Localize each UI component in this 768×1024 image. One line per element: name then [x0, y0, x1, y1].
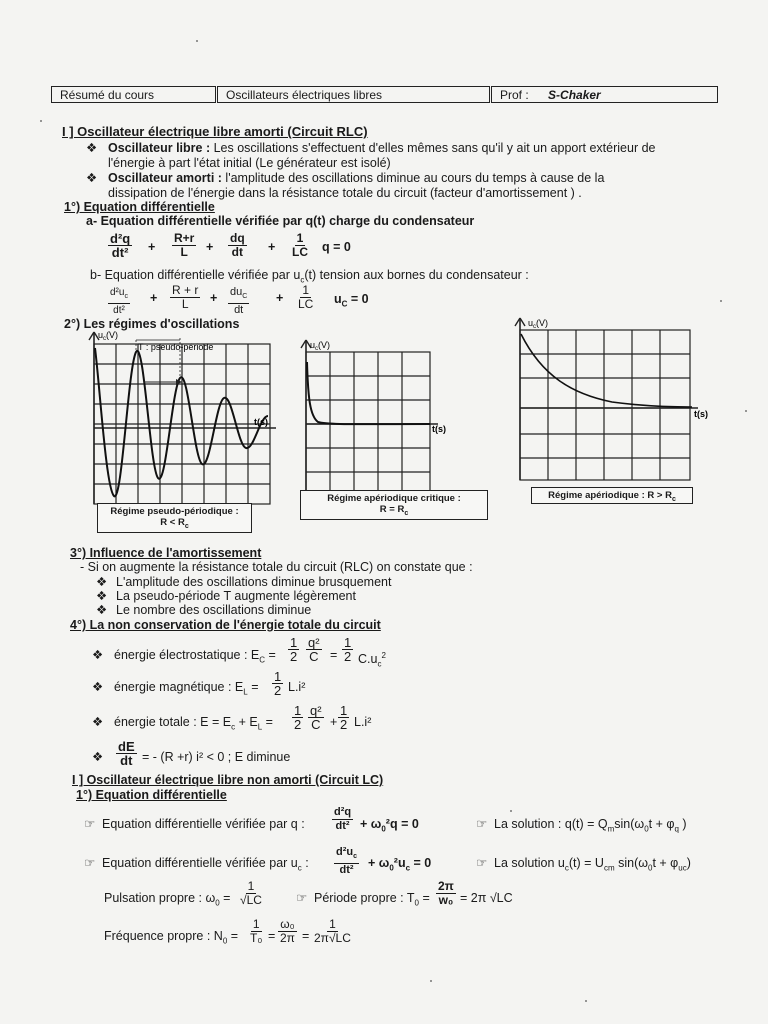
- frac-freq-1: $\frac{1}{\text{T₀}}$: [250, 917, 263, 945]
- energie-plus: +: [330, 715, 338, 729]
- curve-aperiodique-critique: [307, 362, 430, 424]
- graph-aperiodique: [512, 316, 716, 486]
- influence-item-1: L'amplitude des oscillations diminue brusquement: [116, 575, 392, 589]
- frac-one-half: $\frac{1}{2}$: [344, 635, 352, 664]
- caption-pseudo-periodique: Régime pseudo-périodique : $R < R_c$: [97, 503, 252, 533]
- section2-title: I ] Oscillateur électrique libre non amorti (Circuit LC): [72, 773, 384, 787]
- diamond-bullet-icon: ❖: [96, 603, 108, 617]
- frac-q2-c: $\frac{\text{q²}}{C}$: [308, 635, 320, 664]
- diamond-bullet-icon: ❖: [92, 715, 104, 729]
- frac-one-half: $\frac{1}{2}$: [340, 703, 348, 732]
- graph-ylabel: $u_c(V)$: [310, 340, 331, 352]
- libre-term: Oscillateur libre :: [108, 141, 211, 155]
- libre-text-1: Les oscillations s'effectuent d'elles mêmes sans qu'il y ait un apport extérieur de: [210, 141, 656, 155]
- energie-de-tail: = - (R +r) i² < 0 ; E diminue: [142, 750, 291, 764]
- eq-plus: +: [206, 240, 214, 254]
- frac-de-dt: $\frac{dE}{dt}$: [118, 739, 135, 768]
- pointing-hand-icon: ☞: [84, 856, 96, 870]
- scan-speck: [720, 300, 722, 302]
- libre-text-2: l'énergie à part l'état initial (Le générateur est isolé): [108, 156, 391, 170]
- influence-item-2: La pseudo-période T augmente légèrement: [116, 589, 356, 603]
- scan-speck: [40, 120, 42, 122]
- freq-label: Fréquence propre : $N_0$ =: [104, 929, 239, 946]
- freq-eq: =: [268, 929, 276, 943]
- eq-b-1-lc: $\frac{1}{LC}$: [298, 283, 314, 311]
- scan-speck: [430, 980, 432, 982]
- diamond-bullet-icon: ❖: [92, 680, 104, 694]
- section2-eq-title: 1°) Equation différentielle: [76, 788, 227, 802]
- frac-freq-2: $\frac{\text{ω₀}}{2\pi}$: [280, 917, 295, 945]
- frac-period: $\frac{2\pi}{\text{w₀}}$: [438, 879, 454, 907]
- amorti-term: Oscillateur amorti :: [108, 171, 222, 185]
- eq-a-rr-l: $\frac{R+r}{L}$: [174, 231, 195, 259]
- frac-freq-3: $\frac{1}{2\pi√LC}$: [314, 917, 351, 945]
- eqdiff-b-label: b- Equation différentielle vérifiée par $u_c(t)$ tension aux bornes du condensateur :: [90, 268, 529, 285]
- eq-plus: +: [148, 240, 156, 254]
- diamond-bullet-icon: ❖: [96, 575, 108, 589]
- q-eq-tail: + $\omega_0^2q = 0$: [360, 817, 419, 834]
- frac-one-half: $\frac{1}{2}$: [274, 669, 282, 698]
- diamond-bullet-icon: ❖: [86, 171, 98, 185]
- regimes-title: 2°) Les régimes d'oscillations: [64, 317, 240, 331]
- curve-aperiodique: [521, 334, 692, 407]
- frac-one-half: $\frac{1}{2}$: [290, 635, 298, 664]
- energie-elec-label: énergie électrostatique : $E_C$ =: [114, 648, 276, 665]
- period-label: T : pseudo-période: [138, 342, 214, 352]
- amorti-text-1: l'amplitude des oscillations diminue au cours du temps à cause de la: [221, 171, 605, 185]
- header-resume: Résumé du cours: [60, 88, 155, 102]
- eq-a-dq-dt: $\frac{dq}{dt}$: [230, 231, 245, 259]
- scan-speck: [510, 810, 512, 812]
- eqdiff-title: 1°) Equation différentielle: [64, 200, 215, 214]
- header-prof-label: Prof :: [500, 88, 529, 102]
- u-eq-tail: + $\omega_0^2u_c = 0$: [368, 856, 432, 873]
- u-eq-label: Equation différentielle vérifiée par $u_c$ :: [102, 856, 309, 873]
- caption-aperiodique: Régime apériodique : $R > R_c$: [531, 487, 693, 504]
- caption-aperiodique-critique: Régime apériodique critique : $R = R_c$: [300, 490, 488, 520]
- graph-xlabel: t(s): [432, 424, 446, 434]
- eq-b-rr-l: $\frac{R + r}{L}$: [172, 283, 199, 311]
- eq-b-end: $u_C = 0$: [334, 292, 369, 309]
- diamond-bullet-icon: ❖: [86, 141, 98, 155]
- frac-q2-c: $\frac{\text{q²}}{C}$: [310, 703, 322, 732]
- header-resume-box: [51, 86, 216, 103]
- diamond-bullet-icon: ❖: [92, 750, 104, 764]
- eq-a-d2q-dt2: $\frac{\text{d²q}}{\text{dt²}}$: [110, 231, 131, 260]
- eq-plus: +: [210, 291, 218, 305]
- energie-tot-label: énergie totale : $E = E_c + E_L$ =: [114, 715, 273, 732]
- scan-speck: [745, 410, 747, 412]
- eq-plus: +: [276, 291, 284, 305]
- energie-l-i2: L.i²: [354, 715, 372, 729]
- energie-l-i2: L.i²: [288, 680, 306, 694]
- libre-line-1: [108, 141, 656, 156]
- per-tail: = 2π √LC: [460, 891, 513, 905]
- eq-plus: +: [268, 240, 276, 254]
- q-eq-label: Equation différentielle vérifiée par q :: [102, 817, 305, 831]
- energie-c-uc2: $C.u_c^2$: [358, 651, 386, 669]
- frac-d2q-dt2: $\frac{\text{d²q}}{\text{dt²}}$: [334, 806, 352, 832]
- graph-pseudo-periodique: [86, 328, 282, 512]
- puls-label: Pulsation propre : $\omega_0$ =: [104, 891, 231, 908]
- header-prof-box: [491, 86, 718, 103]
- amorti-line-1: [108, 171, 604, 186]
- diamond-bullet-icon: ❖: [96, 589, 108, 603]
- scan-speck: [196, 40, 198, 42]
- u-sol: La solution $u_c(t) = U_{cm}$ $\sin(\omega_0t + \varphi_{uc})$: [494, 856, 691, 873]
- q-sol: La solution : $q(t) = Q_m\sin(\omega_0t + \varphi_q$ ): [494, 817, 687, 834]
- graph-ylabel: $u_c(V)$: [98, 330, 119, 342]
- pointing-hand-icon: ☞: [296, 891, 308, 905]
- header-prof-name: S-Chaker: [548, 88, 601, 102]
- eq-a-end: q = 0: [322, 240, 351, 254]
- graph-aperiodique-critique: [298, 338, 448, 498]
- per-label: Période propre : $T_0$ =: [314, 891, 430, 908]
- graph-xlabel: t(s): [254, 417, 268, 427]
- eqdiff-a-label: a- Equation différentielle vérifiée par q(t) charge du condensateur: [86, 214, 475, 228]
- energie-mag-label: énergie magnétique : $E_L$ =: [114, 680, 259, 697]
- section1-title: I ] Oscillateur électrique libre amorti (Circuit RLC): [62, 124, 368, 139]
- header-topic: Oscillateurs électriques libres: [226, 88, 383, 102]
- influence-intro: - Si on augmente la résistance totale du circuit (RLC) on constate que :: [80, 560, 473, 574]
- energie-eq: =: [330, 648, 338, 662]
- influence-title: 3°) Influence de l'amortissement: [70, 546, 262, 560]
- frac-one-half: $\frac{1}{2}$: [294, 703, 302, 732]
- frac-d2uc-dt2: $\frac{d^2u_c}{\text{dt²}}$: [336, 846, 358, 877]
- eq-b-duc-dt: $du_C$ dt: [230, 286, 248, 317]
- freq-eq: =: [302, 929, 310, 943]
- pointing-hand-icon: ☞: [476, 856, 488, 870]
- frac-puls: $\frac{1}{√LC}$: [240, 879, 262, 907]
- diamond-bullet-icon: ❖: [92, 648, 104, 662]
- eq-b-d2uc-dt2: $\frac{d^2u_c}{\text{dt²}}$: [110, 287, 128, 316]
- graph-ylabel: $u_c(V)$: [528, 318, 549, 330]
- scan-speck: [585, 1000, 587, 1002]
- influence-item-3: Le nombre des oscillations diminue: [116, 603, 312, 617]
- eq-a-1-lc: $\frac{1}{LC}$: [292, 231, 308, 259]
- header-topic-box: [217, 86, 490, 103]
- pointing-hand-icon: ☞: [476, 817, 488, 831]
- amorti-text-2: dissipation de l'énergie dans la résistance totale du circuit (facteur d'amortissement ) .: [108, 186, 582, 200]
- graph-xlabel: t(s): [694, 409, 708, 419]
- pointing-hand-icon: ☞: [84, 817, 96, 831]
- eq-plus: +: [150, 291, 158, 305]
- energie-title: 4°) La non conservation de l'énergie totale du circuit: [70, 618, 381, 632]
